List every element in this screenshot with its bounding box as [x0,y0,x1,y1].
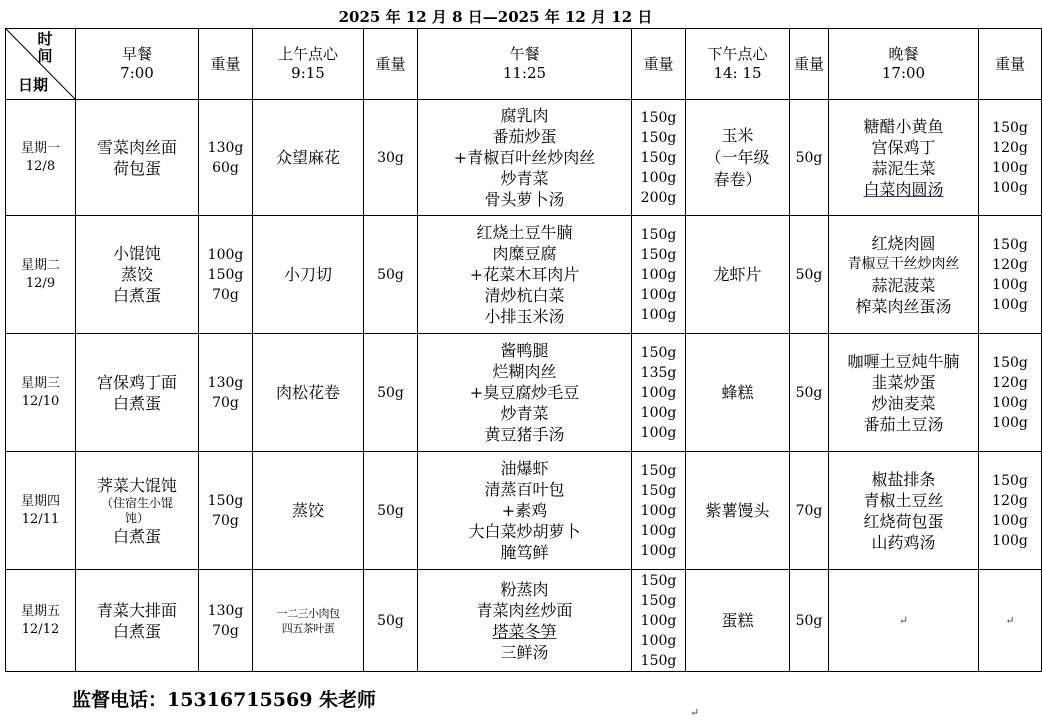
header-am-snack: 上午点心 9:15 [253,29,364,100]
header-weight-5: 重量 [979,29,1042,100]
lunch-weight-cell: 150g 150g 100g 100g 150g [632,570,686,672]
pm-snack-weight-cell: 50g [790,334,829,452]
header-row [6,29,1042,100]
weekly-menu-table [5,28,1042,672]
menu-title: 2025 年 12 月 8 日—2025 年 12 月 12 日 [338,8,653,26]
lunch-cell: 红烧土豆牛腩 肉糜豆腐 +花菜木耳肉片 清炒杭白菜 小排玉米汤 [418,216,632,334]
breakfast-cell: 荠菜大馄饨 （住宿生小馄 饨） 白煮蛋 [76,452,199,570]
lunch-weight-cell: 150g 150g 150g 100g 200g [632,100,686,216]
header-weight-1: 重量 [199,29,253,100]
lunch-cell: 腐乳肉 番茄炒蛋 +青椒百叶丝炒肉丝 炒青菜 骨头萝卜汤 [418,100,632,216]
table-row [6,216,1042,334]
breakfast-cell: 小馄饨 蒸饺 白煮蛋 [76,216,199,334]
am-snack-weight-cell: 30g [364,100,418,216]
am-snack-cell: 小刀切 [253,216,364,334]
breakfast-weight-cell: 150g 70g [199,452,253,570]
header-weight-3: 重量 [632,29,686,100]
header-weight-2: 重量 [364,29,418,100]
corner-date-label: 日期 [18,76,49,94]
breakfast-cell: 宫保鸡丁面 白煮蛋 [76,334,199,452]
am-snack-weight-cell: 50g [364,570,418,672]
lunch-weight-cell: 150g 150g 100g 100g 100g [632,216,686,334]
corner-cell [6,29,76,100]
dinner-cell: 咖喱土豆炖牛腩 韭菜炒蛋 炒油麦菜 番茄土豆汤 [829,334,979,452]
dinner-cell: 椒盐排条 青椒土豆丝 红烧荷包蛋 山药鸡汤 [829,452,979,570]
supervision-phone: 监督电话：15316715569 朱老师 [72,689,377,711]
day-cell: 星期二 12/9 [6,216,76,334]
header-dinner: 晚餐 17:00 [829,29,979,100]
table-row [6,334,1042,452]
lunch-cell: 酱鸭腿 烂糊肉丝 +臭豆腐炒毛豆 炒青菜 黄豆猪手汤 [418,334,632,452]
am-snack-cell: 众望麻花 [253,100,364,216]
pm-snack-cell: 蜂糕 [686,334,790,452]
lunch-cell: 油爆虾 清蒸百叶包 +素鸡 大白菜炒胡萝卜 腌笃鲜 [418,452,632,570]
day-cell: 星期一 12/8 [6,100,76,216]
breakfast-weight-cell: 100g 150g 70g [199,216,253,334]
header-pm-snack: 下午点心 14: 15 [686,29,790,100]
table-row [6,452,1042,570]
day-cell: 星期三 12/10 [6,334,76,452]
pm-snack-weight-cell: 50g [790,100,829,216]
pm-snack-cell: 紫薯馒头 [686,452,790,570]
pm-snack-cell: 玉米 （一年级 春卷） [686,100,790,216]
header-breakfast: 早餐 7:00 [76,29,199,100]
am-snack-weight-cell: 50g [364,216,418,334]
lunch-weight-cell: 150g 150g 100g 100g 100g [632,452,686,570]
breakfast-weight-cell: 130g 70g [199,570,253,672]
dinner-weight-cell: 150g 120g 100g 100g [979,452,1042,570]
am-snack-cell: 一二三小肉包 四五茶叶蛋 [253,570,364,672]
dinner-weight-cell: 150g 120g 100g 100g [979,100,1042,216]
am-snack-weight-cell: 50g [364,452,418,570]
am-snack-cell: 肉松花卷 [253,334,364,452]
table-row [6,570,1042,672]
pm-snack-weight-cell: 50g [790,570,829,672]
breakfast-weight-cell: 130g 70g [199,334,253,452]
header-lunch: 午餐 11:25 [418,29,632,100]
dinner-cell-empty: ↵ [829,570,979,672]
pm-snack-weight-cell: 50g [790,216,829,334]
dinner-weight-cell: 150g 120g 100g 100g [979,334,1042,452]
table-row [6,100,1042,216]
dinner-cell: 糖醋小黄鱼 宫保鸡丁 蒜泥生菜 白菜肉圆汤 [829,100,979,216]
dinner-weight-cell: 150g 120g 100g 100g [979,216,1042,334]
pm-snack-cell: 龙虾片 [686,216,790,334]
lunch-cell: 粉蒸肉 青菜肉丝炒面 塔菜冬笋 三鲜汤 [418,570,632,672]
pm-snack-cell: 蛋糕 [686,570,790,672]
pm-snack-weight-cell: 70g [790,452,829,570]
dinner-cell: 红烧肉圆 青椒豆干丝炒肉丝 蒜泥菠菜 榨菜肉丝蛋汤 [829,216,979,334]
day-cell: 星期五 12/12 [6,570,76,672]
day-cell: 星期四 12/11 [6,452,76,570]
am-snack-weight-cell: 50g [364,334,418,452]
dinner-weight-cell-empty: ↵ [979,570,1042,672]
header-weight-4: 重量 [790,29,829,100]
corner-time-label: 时间 [37,30,53,65]
lunch-weight-cell: 150g 135g 100g 100g 100g [632,334,686,452]
breakfast-cell: 雪菜肉丝面 荷包蛋 [76,100,199,216]
breakfast-weight-cell: 130g 60g [199,100,253,216]
breakfast-cell: 青菜大排面 白煮蛋 [76,570,199,672]
am-snack-cell: 蒸饺 [253,452,364,570]
paragraph-mark: ↵ [690,706,700,719]
